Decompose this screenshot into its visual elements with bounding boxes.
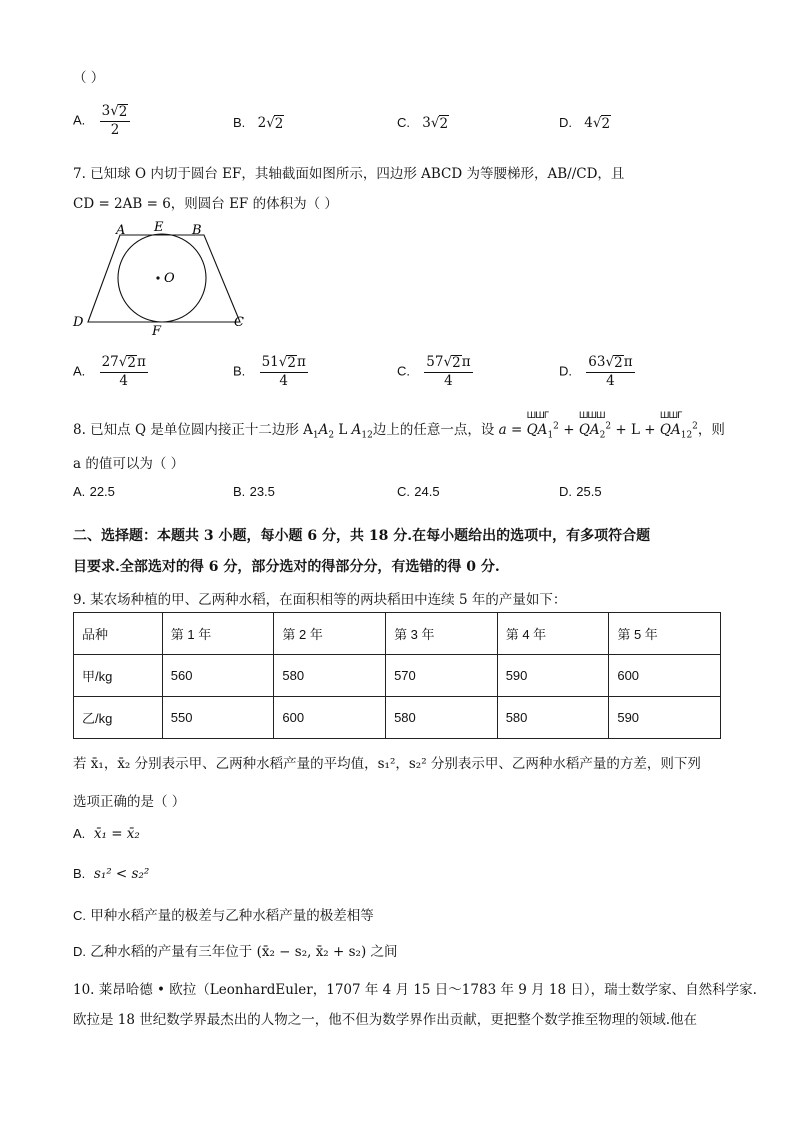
- option-label: D.: [559, 115, 572, 130]
- table-cell: 560: [162, 655, 274, 697]
- option-label: B.: [73, 866, 86, 881]
- table-header: 品种: [74, 613, 163, 655]
- radicand: 2: [118, 104, 128, 120]
- option-label: A.: [73, 826, 86, 841]
- option-label: B.: [233, 484, 246, 499]
- label-e: E: [154, 220, 164, 235]
- q6-option-a[interactable]: [73, 104, 130, 138]
- frac-denominator: 2: [110, 121, 120, 138]
- q8-line1: [73, 411, 725, 441]
- label-c: C: [234, 315, 244, 330]
- q7-option-c[interactable]: [397, 355, 473, 389]
- table-header-row: [74, 613, 721, 655]
- coef: 3: [422, 115, 431, 131]
- subscript: 2: [599, 430, 606, 441]
- q9-option-a[interactable]: [73, 826, 140, 842]
- q8-option-b[interactable]: [233, 484, 275, 500]
- q8-line2: a 的值可以为（ ）: [73, 456, 185, 472]
- option-text: 22.5: [89, 484, 115, 499]
- vector-marks: ШШГ: [659, 411, 682, 421]
- option-label: D.: [73, 944, 86, 959]
- subscript: 12: [680, 430, 693, 441]
- option-label: A.: [73, 484, 86, 499]
- option-label: C.: [73, 908, 86, 923]
- exponent: 2: [553, 421, 559, 432]
- q7-option-b[interactable]: [233, 355, 308, 389]
- formula-a: a =: [498, 422, 523, 438]
- frac-numerator: 51: [261, 354, 279, 370]
- option-label: C.: [397, 115, 410, 130]
- table-cell: 550: [162, 697, 274, 739]
- option-label: D.: [559, 484, 572, 499]
- subscript: 12: [361, 430, 373, 441]
- section2-line2: 目要求.全部选对的得 6 分，部分选对的得部分分，有选错的得 0 分.: [73, 559, 500, 575]
- exponent: 2: [605, 421, 612, 432]
- q7-figure: [70, 218, 260, 338]
- subscript: 2: [328, 430, 335, 441]
- vector-marks: ШШШ: [578, 411, 605, 421]
- radicand: 2: [287, 355, 296, 371]
- vector-term-1: [526, 411, 554, 441]
- frac-denominator: 4: [444, 372, 453, 389]
- polygon-vertex: A: [351, 422, 362, 438]
- table-cell: 甲/kg: [74, 655, 163, 697]
- label-o: O: [164, 271, 175, 286]
- table-row: [74, 697, 721, 739]
- frac-denominator: 4: [279, 372, 289, 389]
- yield-table: [73, 612, 721, 739]
- q9-option-d[interactable]: [73, 940, 398, 960]
- fraction: 63√ 2 π 4: [588, 354, 633, 389]
- option-label: C.: [397, 363, 410, 379]
- q9-after2: 选项正确的是（ ）: [73, 794, 186, 810]
- vector-body: QA: [526, 422, 548, 438]
- vector-body: QA: [659, 422, 681, 438]
- section2-line1: 二、选择题：本题共 3 小题，每小题 6 分，共 18 分.在每小题给出的选项中，有多项符合题: [73, 528, 651, 544]
- frac-numerator: 63: [588, 354, 606, 370]
- label-b: B: [192, 223, 202, 238]
- option-text: 25.5: [576, 484, 602, 499]
- q8-tail: ，则: [697, 422, 725, 438]
- frac-denominator: 4: [119, 372, 129, 389]
- frac-numerator: 3: [101, 103, 111, 119]
- q7-option-a[interactable]: [73, 355, 148, 389]
- table-header: 第 2 年: [274, 613, 386, 655]
- radicand: 2: [127, 355, 136, 371]
- option-text: 24.5: [414, 484, 440, 499]
- q9-intro: 9. 某农场种植的甲、乙两种水稻，在面积相等的两块稻田中连续 5 年的产量如下：: [73, 592, 567, 608]
- q7-line2: CD = 2AB = 6，则圆台 EF 的体积为（ ）: [73, 196, 338, 212]
- ellipsis-glyph: L: [338, 422, 348, 438]
- plus-sign: +: [563, 422, 575, 438]
- q10-line2: 欧拉是 18 世纪数学界最杰出的人物之一，他不但为数学界作出贡献，更把整个数学推至物理的领域.他在: [73, 1012, 698, 1028]
- coef: 2: [257, 115, 267, 131]
- option-label: A.: [73, 112, 86, 128]
- pi: π: [296, 354, 306, 370]
- q10-line1: 10. 莱昂哈德 • 欧拉（LeonhardEuler，1707 年 4 月 15 日～1783 年 9 月 18 日），瑞士数学家、自然科学家.: [73, 982, 757, 998]
- radicand: 2: [439, 116, 449, 132]
- table-row: [74, 655, 721, 697]
- q7-option-d[interactable]: [559, 355, 635, 389]
- table-header: 第 4 年: [497, 613, 609, 655]
- fraction: 3√ 2 2: [100, 104, 131, 138]
- exponent: 2: [692, 421, 698, 432]
- vector-body: QA: [578, 422, 600, 438]
- q6-option-b[interactable]: B. 2√ 2: [233, 115, 284, 132]
- table-cell: 590: [609, 697, 721, 739]
- option-label: C.: [397, 484, 410, 499]
- q8-suffix: 边上的任意一点，设: [372, 422, 495, 438]
- radicand: 2: [614, 355, 623, 371]
- q6-option-c[interactable]: C. 3√ 2: [397, 115, 449, 132]
- fraction: 27√ 2 π 4: [101, 354, 146, 389]
- frac-numerator: 57: [426, 354, 444, 370]
- q9-option-b[interactable]: [73, 866, 149, 882]
- pi: π: [461, 354, 471, 370]
- plus-sign: +: [644, 422, 656, 438]
- table-cell: 乙/kg: [74, 697, 163, 739]
- coef: 4: [584, 115, 593, 131]
- q8-prefix: 8. 已知点 Q 是单位圆内接正十二边形 A: [73, 422, 313, 438]
- option-text: s₁² < s₂²: [93, 866, 150, 882]
- option-label: D.: [559, 363, 572, 379]
- radicand: 2: [601, 116, 611, 132]
- center-dot: [156, 276, 159, 279]
- q8-option-c[interactable]: [397, 484, 440, 500]
- subscript: 1: [547, 430, 554, 441]
- table-cell: 600: [609, 655, 721, 697]
- option-label: A.: [73, 363, 86, 379]
- ellipsis-glyph: L: [631, 422, 640, 438]
- table-cell: 590: [497, 655, 609, 697]
- q6-option-d[interactable]: D. 4√ 2: [559, 115, 611, 132]
- q8-option-a[interactable]: [73, 484, 115, 500]
- option-label: B.: [233, 363, 246, 379]
- polygon-vertex: A: [318, 422, 329, 438]
- radicand: 2: [452, 355, 461, 371]
- q8-option-d[interactable]: [559, 484, 602, 500]
- pi: π: [136, 354, 146, 370]
- plus-sign: +: [615, 422, 627, 438]
- q9-option-c[interactable]: [73, 904, 374, 924]
- label-d: D: [73, 315, 84, 330]
- fraction: 57√ 2 π 4: [426, 354, 471, 389]
- fraction: 51√ 2 π 4: [261, 354, 306, 389]
- table-header: 第 3 年: [386, 613, 498, 655]
- table-cell: 580: [497, 697, 609, 739]
- option-text: 23.5: [249, 484, 275, 499]
- frac-denominator: 4: [606, 372, 615, 389]
- table-cell: 580: [386, 697, 498, 739]
- label-a: A: [116, 223, 126, 238]
- pi: π: [623, 354, 633, 370]
- table-header: 第 5 年: [609, 613, 721, 655]
- vector-marks: ШШГ: [526, 411, 549, 421]
- option-text: x̄₁ = x̄₂: [93, 826, 140, 842]
- table-cell: 580: [274, 655, 386, 697]
- table-header: 第 1 年: [162, 613, 274, 655]
- q6-paren: （ ）: [73, 70, 105, 86]
- vector-term-2: [578, 411, 606, 441]
- table-cell: 600: [274, 697, 386, 739]
- option-label: B.: [233, 115, 246, 130]
- sphere-circle: [118, 234, 206, 322]
- option-text: 乙种水稻的产量有三年位于 (x̄₂ − s₂, x̄₂ + s₂) 之间: [90, 944, 398, 960]
- frac-numerator: 27: [101, 354, 119, 370]
- radicand: 2: [274, 116, 284, 132]
- q9-after1: 若 x̄₁，x̄₂ 分别表示甲、乙两种水稻产量的平均值，s₁²，s₂² 分别表示甲、乙两种水稻产量的方差，则下列: [73, 756, 701, 772]
- table-cell: 570: [386, 655, 498, 697]
- vector-term-3: [659, 411, 693, 441]
- label-f: F: [152, 324, 162, 338]
- option-text: 甲种水稻产量的极差与乙种水稻产量的极差相等: [90, 908, 374, 924]
- q7-line1: 7. 已知球 O 内切于圆台 EF，其轴截面如图所示，四边形 ABCD 为等腰梯形，AB//CD，且: [73, 166, 625, 182]
- subscript: 1: [312, 430, 319, 441]
